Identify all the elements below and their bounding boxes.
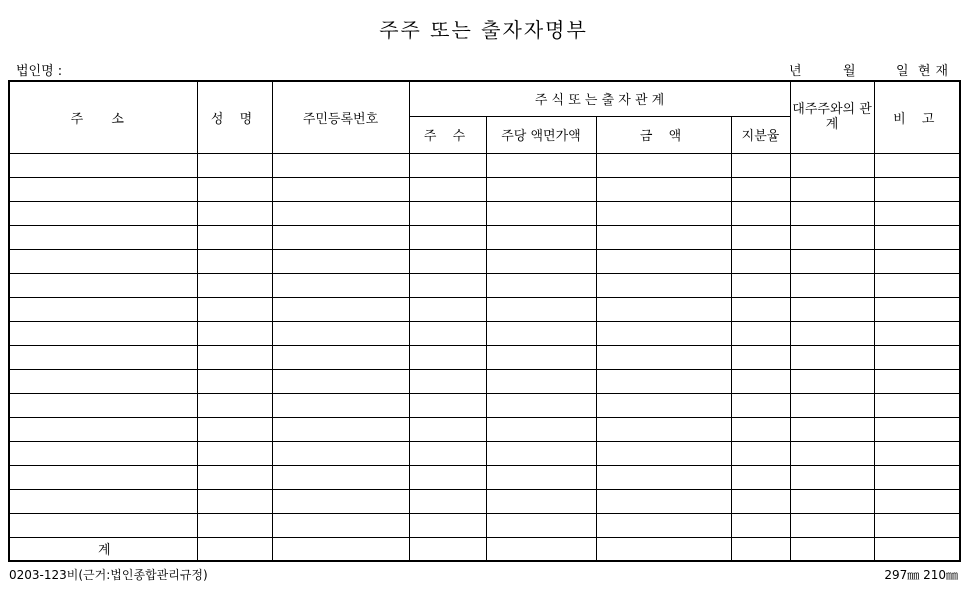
table-row xyxy=(9,345,960,369)
cell-id-number[interactable] xyxy=(272,249,409,273)
cell-par-value[interactable] xyxy=(486,201,596,225)
cell-address[interactable] xyxy=(9,177,197,201)
header-relation-group: 주 식 또 는 출 자 관 계 xyxy=(409,81,790,116)
cell-amount[interactable] xyxy=(596,513,731,537)
cell-par-value[interactable] xyxy=(486,177,596,201)
cell-ratio[interactable] xyxy=(731,465,790,489)
cell-remarks[interactable] xyxy=(874,201,960,225)
cell-id-number[interactable] xyxy=(272,225,409,249)
cell-remarks[interactable] xyxy=(874,177,960,201)
cell-address[interactable] xyxy=(9,369,197,393)
cell-major-relation[interactable] xyxy=(790,489,874,513)
table-row xyxy=(9,321,960,345)
total-cell[interactable] xyxy=(731,537,790,561)
cell-address[interactable] xyxy=(9,465,197,489)
total-cell[interactable] xyxy=(874,537,960,561)
cell-name[interactable] xyxy=(197,441,272,465)
table-row xyxy=(9,297,960,321)
cell-ratio[interactable] xyxy=(731,273,790,297)
header-remarks: 비 고 xyxy=(874,81,960,153)
cell-name[interactable] xyxy=(197,321,272,345)
total-cell[interactable] xyxy=(790,537,874,561)
cell-id-number[interactable] xyxy=(272,417,409,441)
cell-name[interactable] xyxy=(197,513,272,537)
cell-remarks[interactable] xyxy=(874,465,960,489)
cell-par-value[interactable] xyxy=(486,369,596,393)
cell-par-value[interactable] xyxy=(486,321,596,345)
cell-amount[interactable] xyxy=(596,417,731,441)
cell-par-value[interactable] xyxy=(486,513,596,537)
cell-id-number[interactable] xyxy=(272,489,409,513)
cell-par-value[interactable] xyxy=(486,225,596,249)
table-row xyxy=(9,273,960,297)
cell-name[interactable] xyxy=(197,177,272,201)
shareholder-register-table xyxy=(8,80,961,562)
register-body xyxy=(9,153,960,561)
cell-id-number[interactable] xyxy=(272,393,409,417)
cell-shares[interactable] xyxy=(409,465,486,489)
date-month-label: 월 xyxy=(843,64,856,79)
total-cell[interactable] xyxy=(486,537,596,561)
cell-par-value[interactable] xyxy=(486,273,596,297)
cell-ratio[interactable] xyxy=(731,369,790,393)
table-row xyxy=(9,513,960,537)
cell-id-number[interactable] xyxy=(272,441,409,465)
cell-major-relation[interactable] xyxy=(790,273,874,297)
cell-amount[interactable] xyxy=(596,345,731,369)
cell-shares[interactable] xyxy=(409,393,486,417)
cell-par-value[interactable] xyxy=(486,417,596,441)
header-name: 성 명 xyxy=(197,81,272,153)
cell-par-value[interactable] xyxy=(486,153,596,177)
cell-major-relation[interactable] xyxy=(790,417,874,441)
cell-major-relation[interactable] xyxy=(790,345,874,369)
cell-ratio[interactable] xyxy=(731,345,790,369)
cell-address[interactable] xyxy=(9,321,197,345)
table-row xyxy=(9,393,960,417)
cell-remarks[interactable] xyxy=(874,417,960,441)
table-row xyxy=(9,369,960,393)
cell-name[interactable] xyxy=(197,249,272,273)
cell-ratio[interactable] xyxy=(731,441,790,465)
cell-shares[interactable] xyxy=(409,489,486,513)
cell-remarks[interactable] xyxy=(874,297,960,321)
cell-remarks[interactable] xyxy=(874,225,960,249)
cell-amount[interactable] xyxy=(596,369,731,393)
cell-ratio[interactable] xyxy=(731,393,790,417)
cell-amount[interactable] xyxy=(596,201,731,225)
cell-ratio[interactable] xyxy=(731,177,790,201)
cell-name[interactable] xyxy=(197,465,272,489)
cell-id-number[interactable] xyxy=(272,201,409,225)
cell-ratio[interactable] xyxy=(731,513,790,537)
cell-ratio[interactable] xyxy=(731,201,790,225)
cell-remarks[interactable] xyxy=(874,345,960,369)
cell-ratio[interactable] xyxy=(731,297,790,321)
cell-id-number[interactable] xyxy=(272,273,409,297)
cell-ratio[interactable] xyxy=(731,153,790,177)
cell-shares[interactable] xyxy=(409,273,486,297)
cell-id-number[interactable] xyxy=(272,153,409,177)
cell-amount[interactable] xyxy=(596,225,731,249)
cell-amount[interactable] xyxy=(596,297,731,321)
cell-major-relation[interactable] xyxy=(790,297,874,321)
cell-major-relation[interactable] xyxy=(790,177,874,201)
header-shares: 주 수 xyxy=(409,116,486,153)
cell-address[interactable] xyxy=(9,417,197,441)
cell-amount[interactable] xyxy=(596,321,731,345)
cell-shares[interactable] xyxy=(409,345,486,369)
table-row xyxy=(9,465,960,489)
cell-ratio[interactable] xyxy=(731,249,790,273)
cell-address[interactable] xyxy=(9,201,197,225)
table-row xyxy=(9,201,960,225)
cell-id-number[interactable] xyxy=(272,345,409,369)
total-cell[interactable] xyxy=(409,537,486,561)
total-cell[interactable] xyxy=(596,537,731,561)
table-row xyxy=(9,153,960,177)
total-cell[interactable] xyxy=(197,537,272,561)
corp-name-label: 법인명 : xyxy=(16,64,63,79)
cell-id-number[interactable] xyxy=(272,177,409,201)
cell-shares[interactable] xyxy=(409,249,486,273)
cell-name[interactable] xyxy=(197,369,272,393)
cell-shares[interactable] xyxy=(409,369,486,393)
cell-major-relation[interactable] xyxy=(790,249,874,273)
cell-id-number[interactable] xyxy=(272,369,409,393)
cell-remarks[interactable] xyxy=(874,513,960,537)
cell-par-value[interactable] xyxy=(486,465,596,489)
header-major-relation: 대주주와의 관 계 xyxy=(790,81,874,153)
header-address: 주 소 xyxy=(9,81,197,153)
cell-id-number[interactable] xyxy=(272,513,409,537)
table-row xyxy=(9,177,960,201)
cell-name[interactable] xyxy=(197,153,272,177)
cell-amount[interactable] xyxy=(596,393,731,417)
cell-address[interactable] xyxy=(9,345,197,369)
paper-size-footer: 297㎜ 210㎜ xyxy=(884,568,958,582)
cell-par-value[interactable] xyxy=(486,441,596,465)
cell-address[interactable] xyxy=(9,489,197,513)
cell-name[interactable] xyxy=(197,297,272,321)
form-code-footer: 0203-123비(근거:법인종합관리규정) xyxy=(9,568,208,582)
cell-name[interactable] xyxy=(197,201,272,225)
cell-shares[interactable] xyxy=(409,297,486,321)
cell-major-relation[interactable] xyxy=(790,225,874,249)
cell-amount[interactable] xyxy=(596,249,731,273)
cell-amount[interactable] xyxy=(596,177,731,201)
cell-address[interactable] xyxy=(9,273,197,297)
table-row xyxy=(9,417,960,441)
cell-major-relation[interactable] xyxy=(790,465,874,489)
cell-remarks[interactable] xyxy=(874,441,960,465)
table-row xyxy=(9,489,960,513)
cell-name[interactable] xyxy=(197,225,272,249)
cell-par-value[interactable] xyxy=(486,345,596,369)
cell-amount[interactable] xyxy=(596,465,731,489)
total-row xyxy=(9,537,960,561)
header-id-number: 주민등록번호 xyxy=(272,81,409,153)
total-label: 계 xyxy=(9,537,197,561)
date-day-label: 일 xyxy=(896,64,909,79)
table-row xyxy=(9,225,960,249)
cell-id-number[interactable] xyxy=(272,465,409,489)
table-row xyxy=(9,249,960,273)
cell-ratio[interactable] xyxy=(731,321,790,345)
cell-major-relation[interactable] xyxy=(790,321,874,345)
cell-major-relation[interactable] xyxy=(790,201,874,225)
cell-shares[interactable] xyxy=(409,513,486,537)
cell-ratio[interactable] xyxy=(731,489,790,513)
cell-major-relation[interactable] xyxy=(790,153,874,177)
cell-par-value[interactable] xyxy=(486,249,596,273)
cell-amount[interactable] xyxy=(596,441,731,465)
cell-name[interactable] xyxy=(197,489,272,513)
cell-address[interactable] xyxy=(9,153,197,177)
cell-name[interactable] xyxy=(197,393,272,417)
cell-amount[interactable] xyxy=(596,153,731,177)
cell-remarks[interactable] xyxy=(874,321,960,345)
header-par-value: 주당 액면가액 xyxy=(486,116,596,153)
cell-remarks[interactable] xyxy=(874,273,960,297)
cell-remarks[interactable] xyxy=(874,249,960,273)
header-row-1 xyxy=(9,81,960,116)
cell-name[interactable] xyxy=(197,273,272,297)
cell-major-relation[interactable] xyxy=(790,441,874,465)
cell-major-relation[interactable] xyxy=(790,369,874,393)
cell-id-number[interactable] xyxy=(272,321,409,345)
header-ratio: 지분율 xyxy=(731,116,790,153)
cell-par-value[interactable] xyxy=(486,489,596,513)
cell-shares[interactable] xyxy=(409,225,486,249)
cell-remarks[interactable] xyxy=(874,393,960,417)
cell-name[interactable] xyxy=(197,417,272,441)
cell-address[interactable] xyxy=(9,297,197,321)
date-year-label: 년 xyxy=(789,64,802,79)
cell-remarks[interactable] xyxy=(874,489,960,513)
cell-ratio[interactable] xyxy=(731,225,790,249)
cell-address[interactable] xyxy=(9,441,197,465)
cell-address[interactable] xyxy=(9,249,197,273)
cell-remarks[interactable] xyxy=(874,369,960,393)
cell-amount[interactable] xyxy=(596,489,731,513)
cell-shares[interactable] xyxy=(409,177,486,201)
cell-par-value[interactable] xyxy=(486,297,596,321)
total-cell[interactable] xyxy=(272,537,409,561)
cell-remarks[interactable] xyxy=(874,153,960,177)
cell-shares[interactable] xyxy=(409,417,486,441)
cell-id-number[interactable] xyxy=(272,297,409,321)
cell-address[interactable] xyxy=(9,393,197,417)
cell-major-relation[interactable] xyxy=(790,513,874,537)
cell-address[interactable] xyxy=(9,225,197,249)
cell-amount[interactable] xyxy=(596,273,731,297)
cell-shares[interactable] xyxy=(409,441,486,465)
cell-par-value[interactable] xyxy=(486,393,596,417)
cell-shares[interactable] xyxy=(409,153,486,177)
table-row xyxy=(9,441,960,465)
cell-ratio[interactable] xyxy=(731,417,790,441)
cell-name[interactable] xyxy=(197,345,272,369)
cell-shares[interactable] xyxy=(409,321,486,345)
cell-address[interactable] xyxy=(9,513,197,537)
header-amount: 금 액 xyxy=(596,116,731,153)
cell-major-relation[interactable] xyxy=(790,393,874,417)
cell-shares[interactable] xyxy=(409,201,486,225)
date-asof-label: 현재 xyxy=(918,64,954,79)
form-title: 주주 또는 출자자명부 xyxy=(379,18,588,42)
